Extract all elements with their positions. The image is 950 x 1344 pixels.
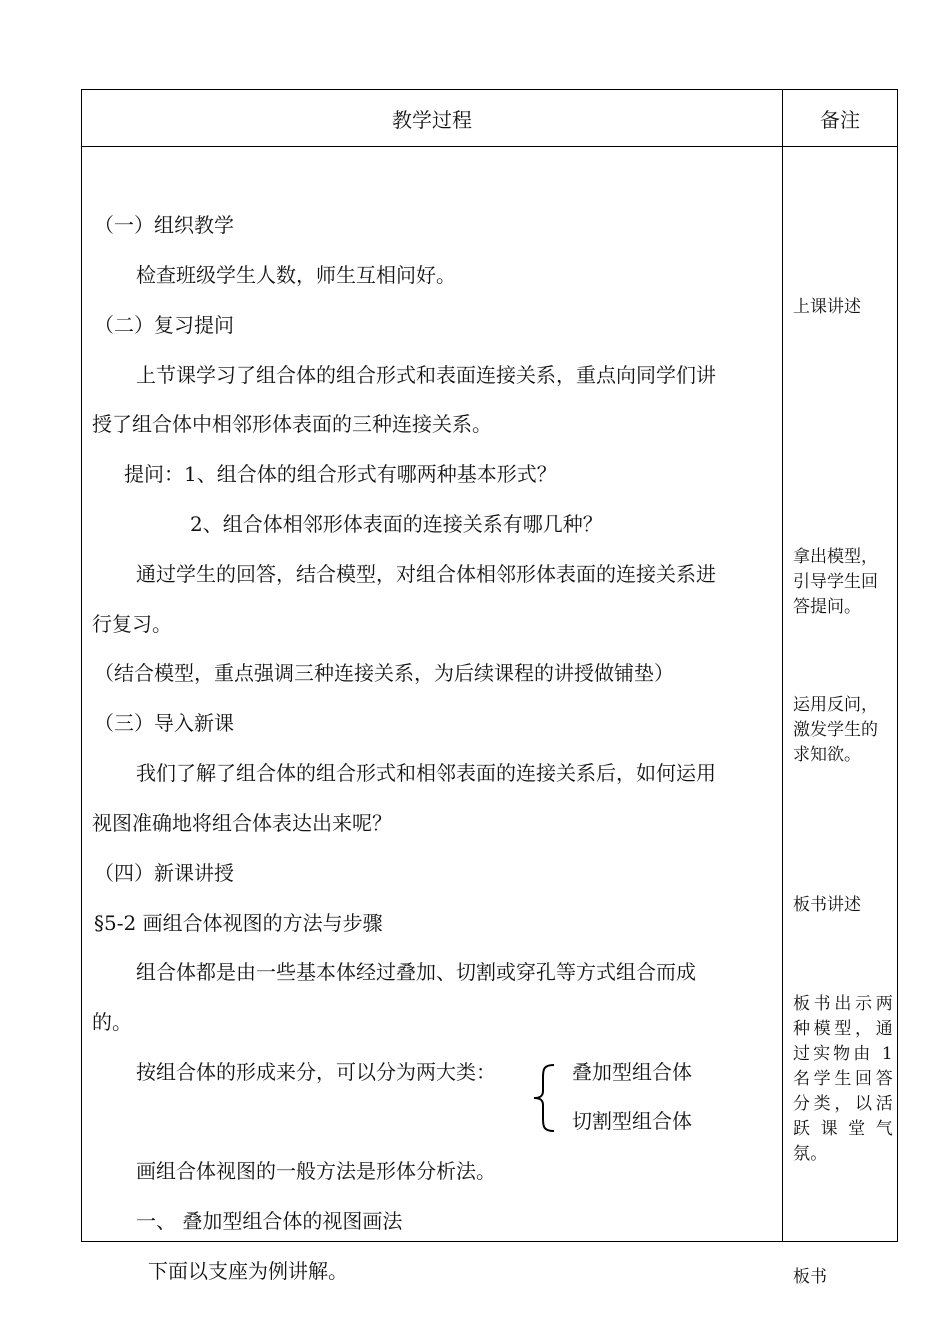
section-3-title: （三）导入新课 [94,711,234,735]
note-2: 拿出模型，引导学生回答提问。 [793,547,878,617]
notes-cell [783,147,898,1287]
section-4-text-line2: 的。 [92,1010,132,1034]
question-1: 提问：1、组合体的组合形式有哪两种基本形式？ [124,462,557,486]
subsection-1-title: 一、 叠加型组合体的视图画法 [136,1209,403,1233]
classification-text: 按组合体的形成来分，可以分为两大类： [136,1060,496,1084]
section-4-heading: §5-2 画组合体视图的方法与步骤 [94,911,383,935]
process-cell [82,147,783,1283]
section-2-text-line1: 上节课学习了组合体的组合形式和表面连接关系，重点向同学们讲 [136,363,716,387]
example-text: 下面以支座为例讲解。 [148,1259,348,1283]
type-cut: 切割型组合体 [572,1109,692,1133]
section-4-title: （四）新课讲授 [94,861,234,885]
lesson-table [81,89,898,1287]
section-1-title: （一）组织教学 [94,213,234,237]
section-2-title: （二）复习提问 [94,313,234,337]
section-1-text: 检查班级学生人数，师生互相问好。 [136,263,456,287]
question-2: 2、组合体相邻形体表面的连接关系有哪几种？ [190,512,603,536]
note-5: 板书出示两种模型，通过实物由 1 名学生回答分类，以活跃课堂气氛。 [793,994,893,1164]
header-notes: 备注 [783,90,898,147]
note-1: 上课讲述 [793,297,861,317]
section-2-review-line1: 通过学生的回答，结合模型，对组合体相邻形体表面的连接关系进 [136,562,716,586]
curly-brace-icon [530,1063,558,1133]
section-3-text-line1: 我们了解了组合体的组合形式和相邻表面的连接关系后，如何运用 [136,761,716,785]
note-4: 板书讲述 [793,895,861,915]
section-2-text-line2: 授了组合体中相邻形体表面的三种连接关系。 [92,412,492,436]
section-4-text-line1: 组合体都是由一些基本体经过叠加、切割或穿孔等方式组合而成 [136,960,696,984]
header-process: 教学过程 [82,90,783,147]
section-2-review-line2: 行复习。 [92,612,172,636]
note-6: 板书 [793,1267,827,1287]
method-text: 画组合体视图的一般方法是形体分析法。 [136,1159,496,1183]
section-2-note: （结合模型，重点强调三种连接关系，为后续课程的讲授做铺垫） [94,661,674,685]
section-3-text-line2: 视图准确地将组合体表达出来呢？ [92,811,392,835]
type-stacked: 叠加型组合体 [572,1060,692,1084]
note-3: 运用反问，激发学生的求知欲。 [793,695,878,765]
